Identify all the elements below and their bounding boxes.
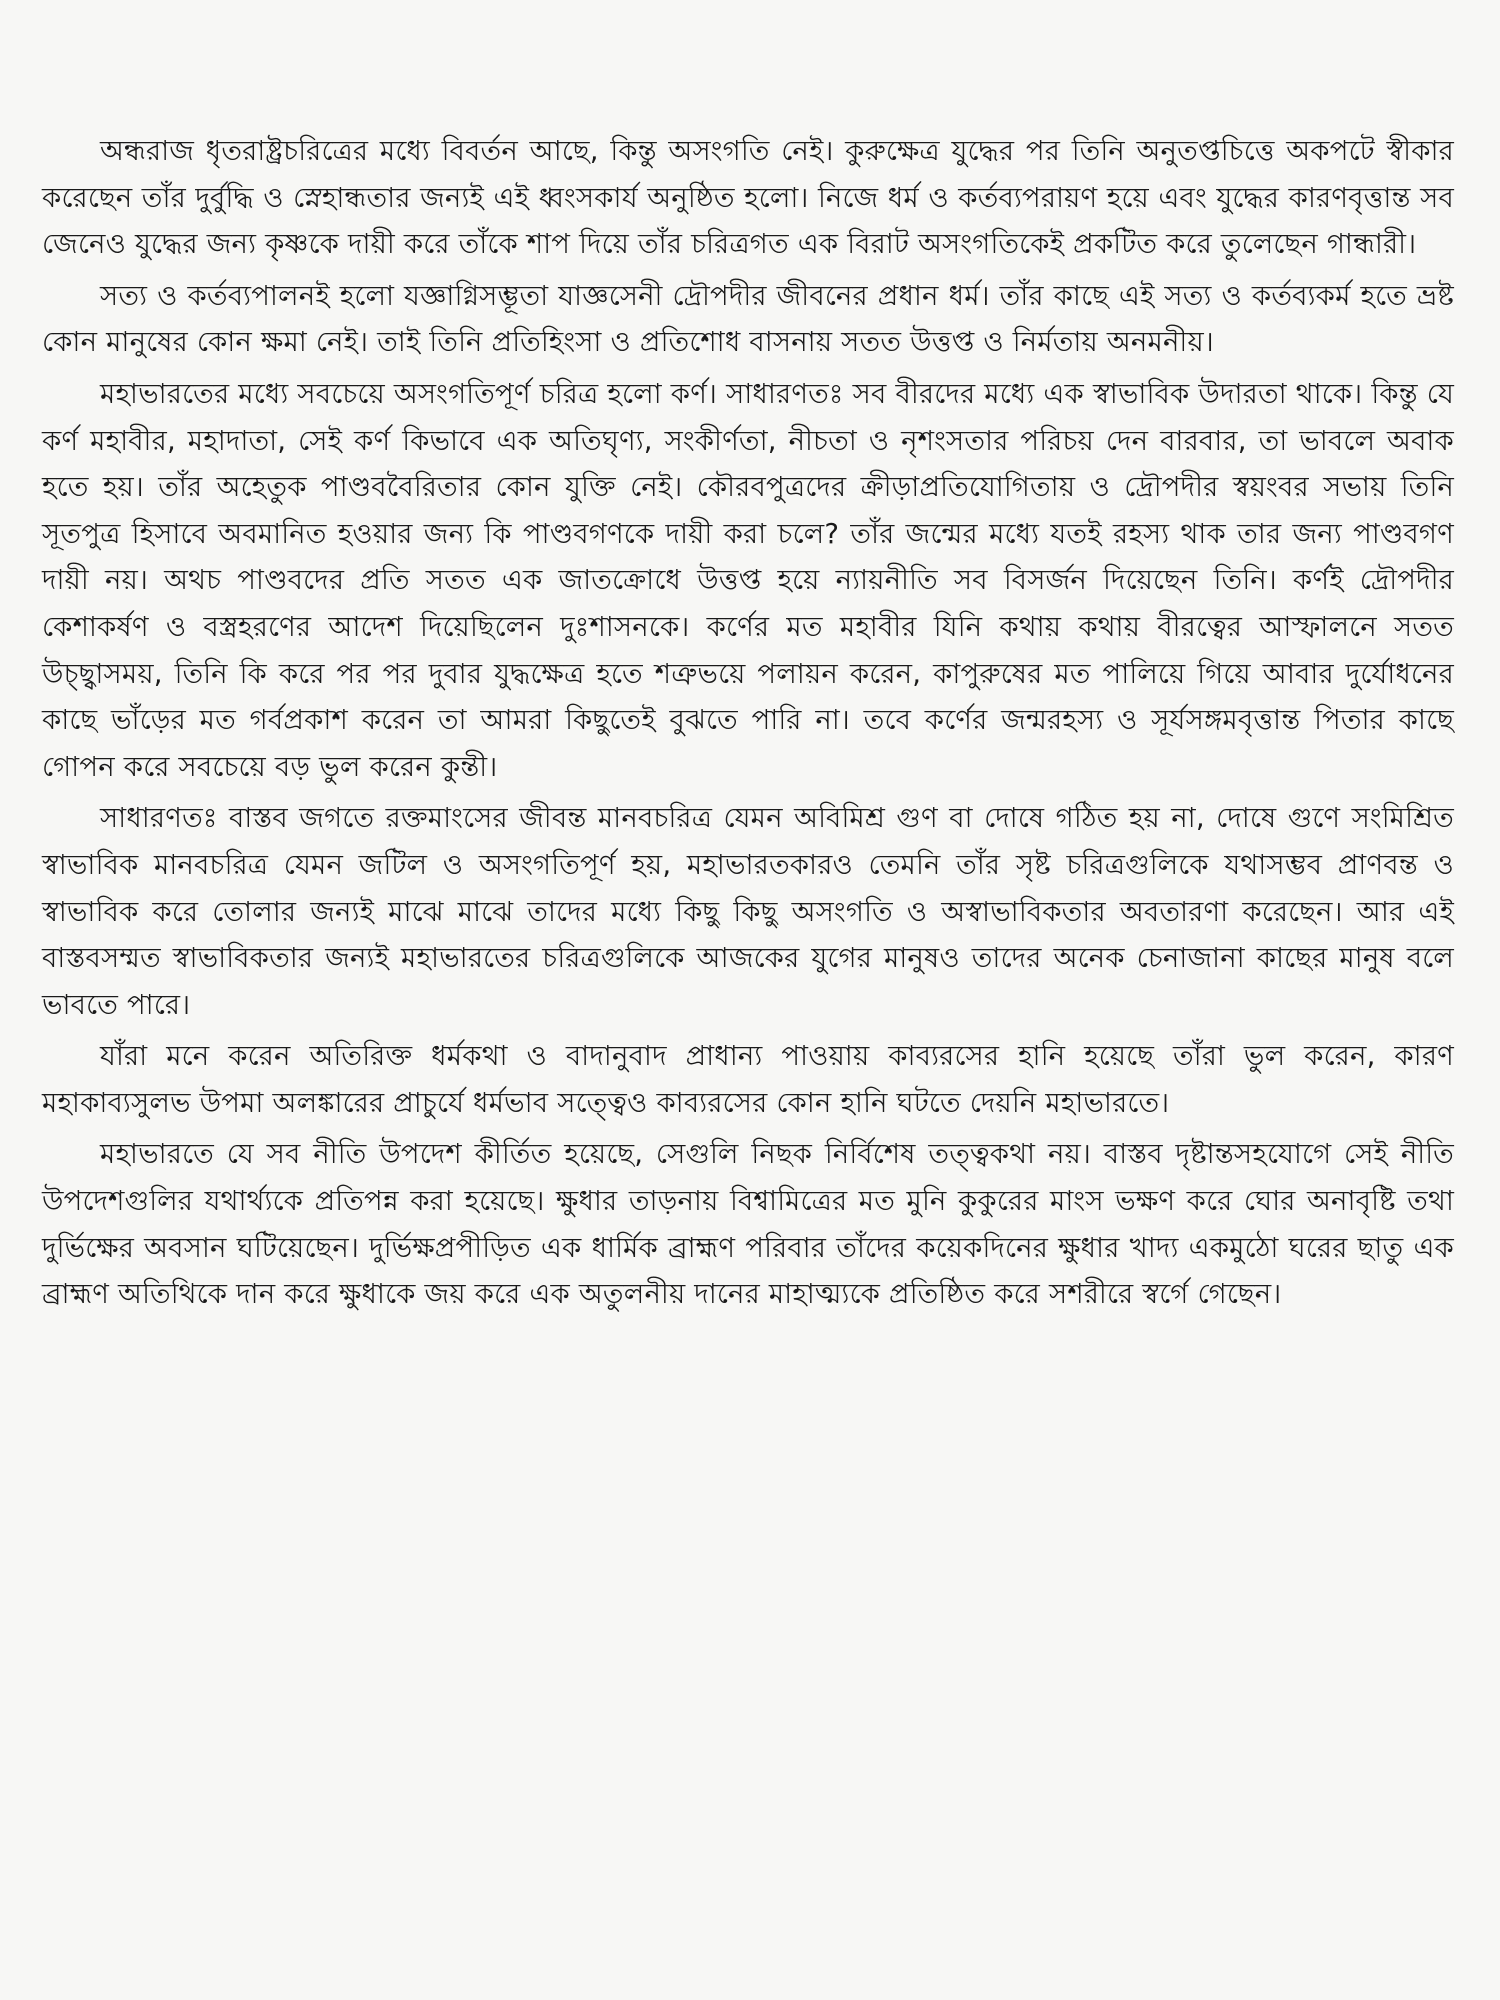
document-page xyxy=(42,128,1454,1323)
paragraph-dhritarashtra: অন্ধরাজ ধৃতরাষ্ট্রচরিত্রের মধ্যে বিবর্তন আছে, কিন্তু অসংগতি নেই। কুরুক্ষেত্র যুদ্ধের পর তিনি অনুতপ্তচিত্তে অকপটে স্বীকার করেছেন তাঁর দুর্বুদ্ধি ও স্নেহান্ধতার জন্যই এই ধ্বংসকার্য অনুষ্ঠিত হলো। নিজে ধর্ম ও কর্তব্যপরায়ণ হয়ে এবং যুদ্ধের কারণবৃত্তান্ত সব জেনেও যুদ্ধের জন্য কৃষ্ণকে দায়ী করে তাঁকে শাপ দিয়ে তাঁর চরিত্রগত এক বিরাট অসংগতিকেই প্রকটিত করে তুলেছেন গান্ধারী। xyxy=(42,135,1454,261)
paragraph-karna: মহাভারতের মধ্যে সবচেয়ে অসংগতিপূর্ণ চরিত্র হলো কর্ণ। সাধারণতঃ সব বীরদের মধ্যে এক স্বাভাবিক উদারতা থাকে। কিন্তু যে কর্ণ মহাবীর, মহাদাতা, সেই কর্ণ কিভাবে এক অতিঘৃণ্য, সংকীর্ণতা, নীচতা ও নৃশংসতার পরিচয় দেন বারবার, তা ভাবলে অবাক হতে হয়। তাঁর অহেতুক পাণ্ডববৈরিতার কোন যুক্তি নেই। কৌরবপুত্রদের ক্রীড়াপ্রতিযোগিতায় ও দ্রৌপদীর স্বয়ংবর সভায় তিনি সূতপুত্র হিসাবে অবমানিত হওয়ার জন্য কি পাণ্ডবগণকে দায়ী করা চলে? তাঁর জন্মের মধ্যে যতই রহস্য থাক তার জন্য পাণ্ডবগণ দায়ী নয়। অথচ পাণ্ডবদের প্রতি সতত এক জাতক্রোধে উত্তপ্ত হয়ে ন্যায়নীতি সব বিসর্জন দিয়েছেন তিনি। কর্ণই দ্রৌপদীর কেশাকর্ষণ ও বস্ত্রহরণের আদেশ দিয়েছিলেন দুঃশাসনকে। কর্ণের মত মহাবীর যিনি কথায় কথায় বীরত্বের আস্ফালনে সতত উচ্ছ্বাসময়, তিনি কি করে পর পর দুবার যুদ্ধক্ষেত্র হতে শত্রুভয়ে পলায়ন করেন, কাপুরুষের মত পালিয়ে গিয়ে আবার দুর্যোধনের কাছে ভাঁড়ের মত গর্বপ্রকাশ করেন তা আমরা কিছুতেই বুঝতে পারি না। তবে কর্ণের জন্মরহস্য ও সূর্যসঙ্গমবৃত্তান্ত পিতার কাছে গোপন করে সবচেয়ে বড় ভুল করেন কুন্তী। xyxy=(42,377,1454,783)
paragraph-draupadi: সত্য ও কর্তব্যপালনই হলো যজ্ঞাগ্নিসম্ভূতা যাজ্ঞসেনী দ্রৌপদীর জীবনের প্রধান ধর্ম। তাঁর কাছে এই সত্য ও কর্তব্যকর্ম হতে ভ্রষ্ট কোন মানুষের কোন ক্ষমা নেই। তাই তিনি প্রতিহিংসা ও প্রতিশোধ বাসনায় সতত উত্তপ্ত ও নির্মতায় অনমনীয়। xyxy=(42,279,1454,359)
paragraph-poetic-rasa: যাঁরা মনে করেন অতিরিক্ত ধর্মকথা ও বাদানুবাদ প্রাধান্য পাওয়ায় কাব্যরসের হানি হয়েছে তাঁরা ভুল করেন, কারণ মহাকাব্যসুলভ উপমা অলঙ্কারের প্রাচুর্যে ধর্মভাব সত্ত্বেও কাব্যরসের কোন হানি ঘটতে দেয়নি মহাভারতে। xyxy=(42,1040,1454,1119)
paragraph-human-character: সাধারণতঃ বাস্তব জগতে রক্তমাংসের জীবন্ত মানবচরিত্র যেমন অবিমিশ্র গুণ বা দোষে গঠিত হয় না, দোষে গুণে সংমিশ্রিত স্বাভাবিক মানবচরিত্র যেমন জটিল ও অসংগতিপূর্ণ হয়, মহাভারতকারও তেমনি তাঁর সৃষ্ট চরিত্রগুলিকে যথাসম্ভব প্রাণবন্ত ও স্বাভাবিক করে তোলার জন্যই মাঝে মাঝে তাদের মধ্যে কিছু কিছু অসংগতি ও অস্বাভাবিকতার অবতারণা করেছেন। আর এই বাস্তবসম্মত স্বাভাবিকতার জন্যই মহাভারতের চরিত্রগুলিকে আজকের যুগের মানুষও তাদের অনেক চেনাজানা কাছের মানুষ বলে ভাবতে পারে। xyxy=(42,802,1454,1021)
paragraph-moral-teachings: মহাভারতে যে সব নীতি উপদেশ কীর্তিত হয়েছে, সেগুলি নিছক নির্বিশেষ তত্ত্বকথা নয়। বাস্তব দৃষ্টান্তসহযোগে সেই নীতি উপদেশগুলির যথার্থ্যকে প্রতিপন্ন করা হয়েছে। ক্ষুধার তাড়নায় বিশ্বামিত্রের মত মুনি কুকুরের মাংস ভক্ষণ করে ঘোর অনাবৃষ্টি তথা দুর্ভিক্ষের অবসান ঘটিয়েছেন। দুর্ভিক্ষপ্রপীড়িত এক ধার্মিক ব্রাহ্মণ পরিবার তাঁদের কয়েকদিনের ক্ষুধার খাদ্য একমুঠো ঘরের ছাতু এক ব্রাহ্মণ অতিথিকে দান করে ক্ষুধাকে জয় করে এক অতুলনীয় দানের মাহাত্ম্যকে প্রতিষ্ঠিত করে সশরীরে স্বর্গে গেছেন। xyxy=(42,1138,1454,1311)
